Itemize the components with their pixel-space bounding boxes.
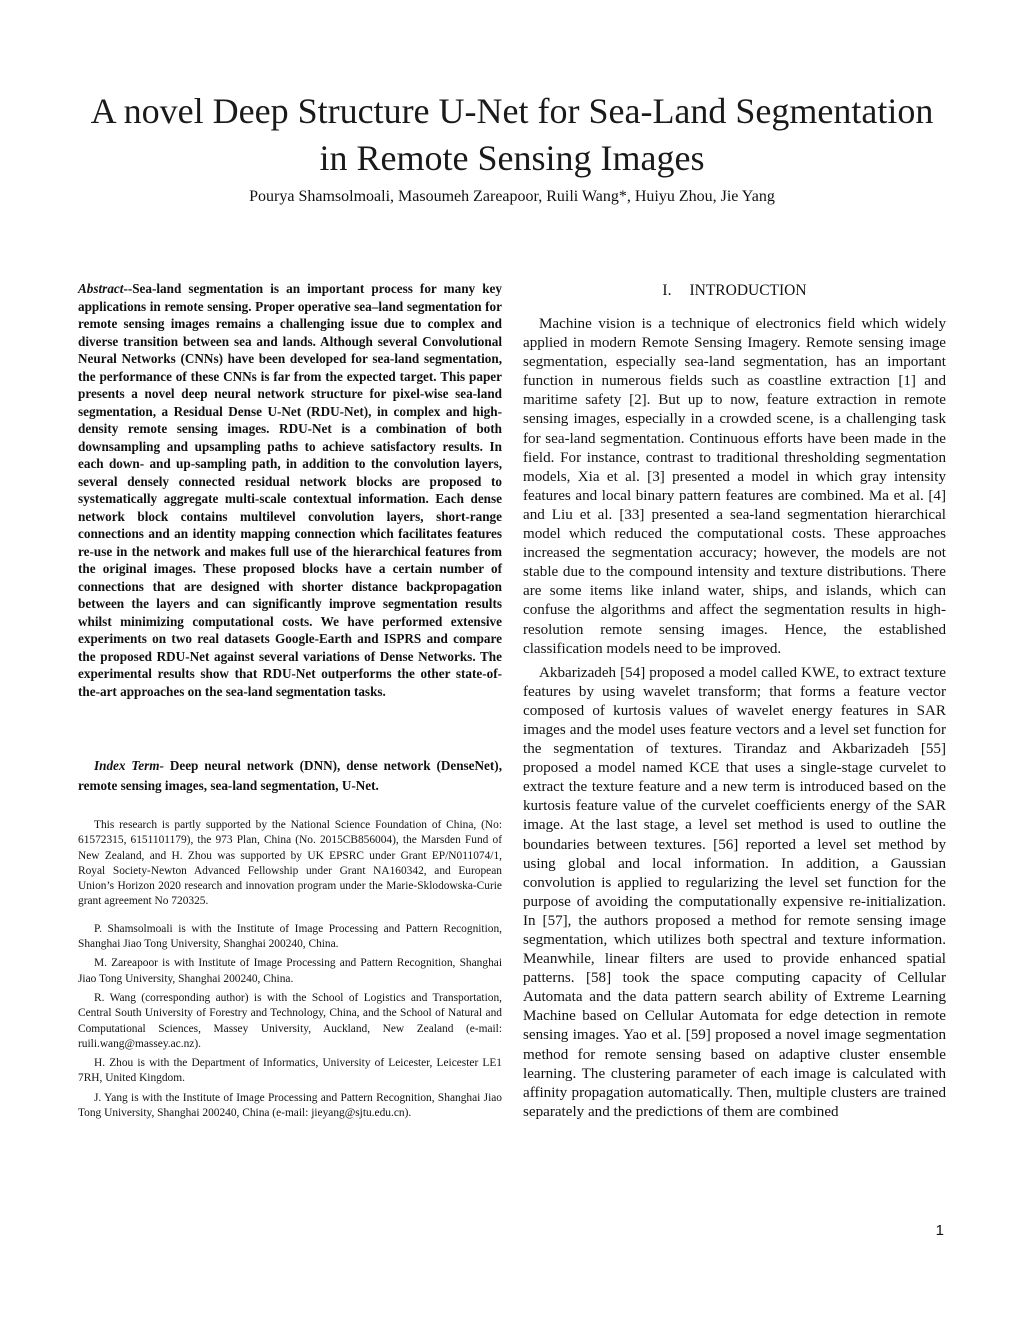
title-line-2: in Remote Sensing Images <box>319 138 705 178</box>
body-paragraph: Machine vision is a technique of electronics field which widely applied in modern Remote Sensing Imagery. Remote sensing image segmentation, especially sea-land segmentation, has an important function in numerous fields such as coastline extraction [1] and maritime safety [2]. But up to now, feature extraction in remote sensing images, especially in a crowded scene, is a challenging task for sea-land segmentation. Continuous efforts have been made in the field. For instance, contrast to traditional thresholding segmentation models, Xia et al. [3] presented a model in which gray intensity features and local binary pattern features are combined. Ma et al. [4] and Liu et al. [33] presented a sea-land segmentation hierarchical model which reduced the computational costs. These approaches increased the segmentation accuracy; however, the models are not stable due to the compound intensity and texture distributions. There are some items like inland water, ships, and islands, which can confuse the algorithms and affect the segmentation results in high-resolution remote sensing images. Hence, the established classification models need to be improved. <box>523 316 946 657</box>
abstract <box>78 280 502 700</box>
author-list: Pourya Shamsolmoali, Masoumeh Zareapoor, Ruili Wang*, Huiyu Zhou, Jie Yang <box>249 188 775 205</box>
section-title: INTRODUCTION <box>689 282 807 299</box>
abstract-text: --Sea-land segmentation is an important process for many key applications in remote sensing. Proper operative sea–land segmentation for remote sensing images remains a challenging issue due to complex and diverse transition between sea and lands. Although several Convolutional Neural Networks (CNNs) have been developed for sea-land segmentation, the performance of these CNNs is far from the expected target. This paper presents a novel deep neural network structure for pixel-wise sea-land segmentation, a Residual Dense U-Net (RDU-Net), in complex and high-density remote sensing images. RDU-Net is a combination of both downsampling and upsampling paths to achieve satisfactory results. In each down- and up-sampling path, in addition to the convolution layers, several densely connected residual network blocks are proposed to systematically aggregate multi-scale contextual information. Each dense network block contains multilevel convolution layers, short-range connections and an identity mapping connection which facilitates features re-use in the network and makes full use of the hierarchical features from the original images. These proposed blocks have a certain number of connections that are designed with shorter distance backpropagation between the layers and can significantly improve segmentation results whilst minimizing computational costs. We have performed extensive experiments on two real datasets Google-Earth and ISPRS and compare the proposed RDU-Net against several variations of Dense Networks. The experimental results show that RDU-Net outperforms the other state-of-the-art approaches on the sea-land segmentation tasks. <box>78 281 502 699</box>
index-terms-text: Deep neural network (DNN), dense network (DenseNet), remote sensing images, sea-land segmentation, U-Net. <box>78 758 502 793</box>
index-terms <box>78 756 502 796</box>
page-number: 1 <box>935 1222 944 1239</box>
footnote-affiliation: M. Zareapoor is with Institute of Image Processing and Pattern Recognition, Shanghai Jiao Tong University, Shanghai 200240, China. <box>78 957 502 985</box>
right-column <box>523 280 946 1122</box>
index-terms-label: Index Term- <box>94 758 164 773</box>
footnote-affiliation: H. Zhou is with the Department of Informatics, University of Leicester, Leicester LE1 7RH, United Kingdom. <box>78 1057 502 1085</box>
body-paragraph: Akbarizadeh [54] proposed a model called KWE, to extract texture features by using wavelet transform; that forms a feature vector composed of kurtosis values of wavelet energy features in SAR images and the model uses feature vectors and a level set function for the segmentation of textures. Tirandaz and Akbarizadeh [55] proposed a model named KCE that uses a single-stage curvelet to extract the texture feature and a new term is introduced based on the kurtosis feature value of the curvelet coefficients energy of the SAR image. At the last stage, a level set method is used to outline the boundaries between textures. [56] reported a level set method by using global and local information. In addition, a Gaussian convolution is applied to regularizing the level set function for the purpose of avoiding the computationally expensive re-initialization. In [57], the authors proposed a method for remote sensing image segmentation, which utilizes both spectral and texture information. Meanwhile, linear filters are used to provide enhanced spatial patterns. [58] took the space computing capacity of Cellular Automata and the data pattern search ability of Extreme Learning Machine based on Cellular Automata for edge detection in remote sensing images. Yao et al. [59] proposed a novel image segmentation method for remote sensing based on adaptive cluster ensemble learning. The clustering parameter of each image is calculated with affinity propagation automatically. Then, multiple clusters are trained separately and the predictions of them are combined <box>523 664 946 1120</box>
footnote-affiliation: R. Wang (corresponding author) is with the School of Logistics and Transportation, Central South University of Forestry and Technology, China, and the School of Natural and Computational Sciences, Massey University, Auckland, New Zealand (e-mail: ruili.wang@massey.ac.nz). <box>78 991 502 1050</box>
title-line-1: A novel Deep Structure U-Net for Sea-Land Segmentation <box>90 91 934 131</box>
abstract-label: Abstract <box>78 281 124 296</box>
section-number: I. <box>662 282 672 299</box>
paper-title <box>40 88 984 182</box>
footnote-affiliation: J. Yang is with the Institute of Image Processing and Pattern Recognition, Shanghai Jiao Tong University, Shanghai 200240, China (e-mail: jieyang@sjtu.edu.cn). <box>78 1091 502 1120</box>
footnotes <box>78 818 502 1121</box>
footnote-affiliation: P. Shamsolmoali is with the Institute of Image Processing and Pattern Recognition, Shanghai Jiao Tong University, Shanghai 200240, China. <box>78 922 502 951</box>
section-heading-introduction <box>523 281 946 301</box>
footnote-funding: This research is partly supported by the National Science Foundation of China, (No: 61572315, 6151101179), the 973 Plan, China (No. 2015CB856004), the Marsden Fund of New Zealand, and H. Zhou was supported by UK EPSRC under Grant EP/N011074/1, Royal Society-Newton Advanced Fellowship under Grant NA160342, and European Union’s Horizon 2020 research and innovation program under the Marie-Sklodowska-Curie grant agreement No 720325. <box>78 819 502 908</box>
left-column <box>78 280 502 1121</box>
